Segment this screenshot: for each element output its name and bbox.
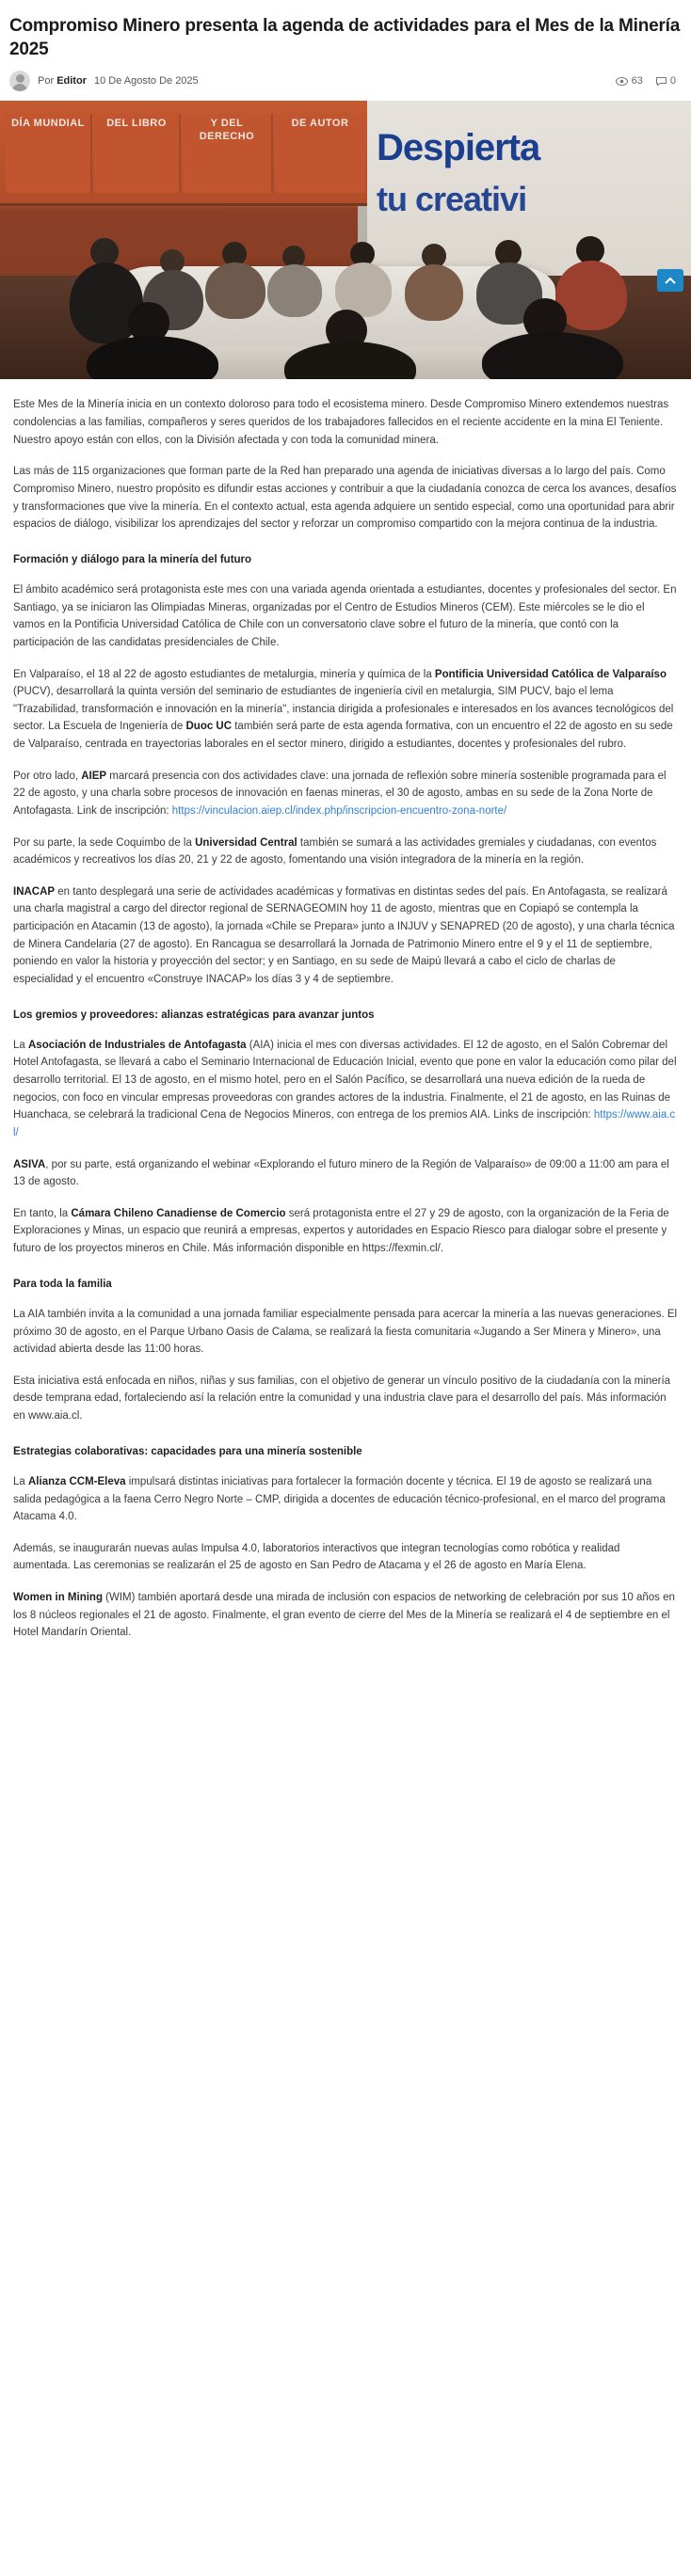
scroll-to-top-button[interactable] (657, 269, 683, 292)
hero-person-body (267, 264, 322, 317)
text-fragment: Por otro lado, (13, 770, 82, 782)
emphasis-camara: Cámara Chileno Canadiense de Comercio (71, 1207, 286, 1219)
chevron-up-icon (665, 277, 676, 285)
text-fragment: marcará presencia con dos actividades clave: una jornada de reflexión sobre minería sostenible programada para el 22 de agosto, y una charla sobre procesos de innovación en faenas mineras, el 30 de agosto, ambas en su sede de la Zona Norte de Antofagasta. Link de inscripción: (13, 770, 667, 817)
comment-icon (656, 76, 667, 86)
emphasis-wim: Women in Mining (13, 1592, 103, 1603)
text-fragment: en tanto desplegará una serie de actividades académicas y formativas en distintas sedes del país. En Antofagasta, se realizará una charla magistral a cargo del director regional de SERNAGEOMIN hoy 11 de agosto, mientras que en Copiapó se contempla la participación en Atacamin (13 de agosto), la jornada «Chile se Prepara» junto a INJUV y SENAPRED (20 de agosto), y una charla técnica de Minera Candelaria (27 de agosto). En Rancagua se desarrollará la Jornada de Patrimonio Minero entre el 9 y el 11 de septiembre, poniendo en valor la historia y proyección del sector; y en Santiago, en su sede de Maipú llevará a cabo el ciclo de charlas de especialidad y el encuentro «Construye INACAP» los días 3 y 4 de septiembre. (13, 885, 675, 985)
meta-stats (616, 75, 682, 87)
emphasis-aiep: AIEP (81, 770, 107, 782)
emphasis-duoc: Duoc UC (185, 721, 233, 733)
section-heading: Formación y diálogo para la minería del futuro (13, 553, 252, 565)
section-heading: Estrategias colaborativas: capacidades para una minería sostenible (13, 1445, 362, 1457)
publish-date: 10 De Agosto De 2025 (93, 75, 199, 87)
eye-icon (616, 77, 628, 86)
page-title: Compromiso Minero presenta la agenda de actividades para el Mes de la Minería 2025 (9, 16, 681, 59)
text-fragment: En tanto, la (13, 1207, 72, 1219)
paragraph: Este Mes de la Minería inicia en un contexto doloroso para todo el ecosistema minero. Desde Compromiso Minero extendemos nuestras condolencias a las familias, compañeros y seres queridos de los trabajadores fallecidos en el reciente accidente en la mina El Teniente. Nuestro apoyo están con ellos, con la División afectada y con toda la comunidad minera. (13, 399, 669, 446)
text-fragment: (AIA) inicia el mes con diversas actividades. El 12 de agosto, en el Salón Cobremar del Hotel Antofagasta, se llevará a cabo el Seminario Internacional de Educación Inicial, evento que pone en valor la educación como pilar del desarrollo territorial. El 13 de agosto, en el mismo hotel, pero en el Salón Pacífico, se desarrollará una nueva edición de la rueda de negocios, con foco en vincular empresas proveedoras con grandes actores de la industria. Finalmente, el 21 de agosto, en las Ruinas de Huanchaca, se celebrará la tradicional Cena de Negocios Mineros, con entrega de los premios AIA. Links de inscripción: (13, 1039, 677, 1121)
paragraph (13, 666, 678, 754)
paragraph: Además, se inaugurarán nuevas aulas Impulsa 4.0, laboratorios interactivos que integran tecnologías como robótica y realidad aumentada. Las ceremonias se realizarán el 25 de agosto en San Pedro de Atacama y el 26 de agosto en María Elena. (13, 1542, 620, 1572)
text-fragment: La (13, 1039, 28, 1051)
text-fragment: La (13, 1475, 28, 1487)
paragraph: El ámbito académico será protagonista este mes con una variada agenda orientada a estudiantes, docentes y profesionales del sector. En Santiago, ya se iniciaron las Olimpiadas Mineras, organizadas por el Centro de Estudios Mineros (CEM). Este miércoles se le dio el vamos en la Pontificia Universidad Católica de Chile con un conversatorio clave sobre el futuro de la minería, que contó con la participación de las candidatas presidenciales de Chile. (13, 584, 677, 648)
paragraph (13, 1473, 678, 1526)
hero-banner-panel-4: DE AUTOR (275, 114, 365, 193)
text-fragment: también se sumará a las actividades gremiales y ciudadanas, con eventos académicos y recreativos los días 20, 21 y 22 de agosto, fomentando una visión integradora de la minería en la región. (13, 836, 657, 867)
emphasis-pucv: Pontificia Universidad Católica de Valparaíso (434, 668, 667, 680)
paragraph (13, 1205, 678, 1258)
byline-prefix: Por (38, 75, 55, 87)
hero-person-body (405, 264, 463, 321)
emphasis-asiva: ASIVA (13, 1158, 46, 1170)
text-fragment: Por su parte, la sede Coquimbo de la (13, 836, 196, 849)
comment-count (656, 75, 676, 87)
link-aia[interactable]: https://www.aia.cl/ (13, 1109, 676, 1138)
text-fragment: (WIM) también aportará desde una mirada de inclusión con espacios de networking de celebración por sus 10 años en los 8 núcleos regionales el 21 de agosto. Finalmente, el gran evento de cierre del Mes de la Minería se realizará el 4 de septiembre en el Hotel Mandarín Oriental. (13, 1592, 675, 1639)
hero-banner-panel-3: Y DEL DERECHO (183, 114, 273, 193)
paragraph: La AIA también invita a la comunidad a una jornada familiar especialmente pensada para acercar la minería a las nuevas generaciones. El próximo 30 de agosto, en el Parque Urbano Oasis de Calama, se realizará la fiesta comunitaria «Jugando a Ser Minera y Minero», una actividad abierta desde las 11:00 horas. (13, 1308, 678, 1356)
paragraph (13, 1037, 678, 1142)
comment-count-value: 0 (669, 75, 676, 87)
emphasis-aia: Asociación de Industriales de Antofagasta (28, 1039, 247, 1051)
hero-person-body (205, 262, 265, 319)
author-name[interactable]: Editor (56, 75, 87, 87)
emphasis-ucentral: Universidad Central (195, 836, 297, 849)
hero-wall-text-2: tu creativi (377, 180, 527, 219)
avatar (9, 71, 30, 91)
view-count-value: 63 (631, 75, 643, 87)
article-header (0, 0, 691, 101)
article-meta (9, 71, 682, 101)
link-aiep-inscripcion[interactable]: https://vinculacion.aiep.cl/index.php/inscripcion-encuentro-zona-norte/ (171, 804, 507, 817)
byline (38, 75, 87, 87)
paragraph (13, 883, 678, 989)
text-fragment: impulsará distintas iniciativas para fortalecer la formación docente y técnica. El 19 de agosto se realizará una salida pedagógica a la faena Cerro Negro Norte – CMP, dirigida a docentes de educación técnico-profesional, en el marco del programa Atacama 4.0. (13, 1475, 666, 1523)
hero-image (0, 101, 691, 379)
paragraph: Las más de 115 organizaciones que forman parte de la Red han preparado una agenda de iniciativas diversas a lo largo del país. Como Compromiso Minero, nuestro propósito es difundir estas acciones y contribuir a que la ciudadanía conozca de cerca los avances, desafíos y transformaciones que vive la minería. En el contexto actual, esta agenda adquiere un sentido especial, como una oportunidad para abrir espacios de diálogo, visibilizar los aprendizajes del sector y reforzar un compromiso compartido con la mejora continua de la industria. (13, 466, 677, 531)
emphasis-inacap: INACAP (13, 885, 56, 898)
text-fragment: también será parte de esta agenda formativa, con un encuentro el 22 de agosto en su sede de Valparaíso, centrada en trayectorias laborales en el sector minero, dirigido a estudiantes, docentes y profesionales del rubro. (13, 721, 673, 750)
paragraph: Esta iniciativa está enfocada en niños, niñas y sus familias, con el objetivo de generar un vínculo positivo de la ciudadanía con la minería desde temprana edad, fortaleciendo así la relación entre la comunidad y una industria clave para el desarrollo del país. Más información en www.aia.cl. (13, 1375, 671, 1422)
text-fragment: será protagonista entre el 27 y 29 de agosto, con la organización de la Feria de Exploraciones y Minas, un espacio que reunirá a empresas, expertos y autoridades en Espacio Riesco para dialogar sobre el presente y futuro de los proyectos mineros en Chile. Más información disponible en https://fexmin.cl/. (13, 1207, 669, 1254)
view-count (616, 75, 643, 87)
text-fragment: , por su parte, está organizando el webinar «Explorando el futuro minero de la Región de Valparaíso» de 09:00 a 11:00 am para el 13 de agosto. (13, 1158, 669, 1188)
hero-wall-text-1: Despierta (377, 127, 540, 169)
paragraph (13, 768, 678, 820)
text-fragment: En Valparaíso, el 18 al 22 de agosto estudiantes de metalurgia, minería y química de la (13, 668, 435, 680)
article-body (0, 379, 691, 1678)
section-heading: Los gremios y proveedores: alianzas estratégicas para avanzar juntos (13, 1009, 375, 1021)
emphasis-ccm-eleva: Alianza CCM-Eleva (28, 1475, 126, 1487)
section-heading: Para toda la familia (13, 1278, 112, 1290)
paragraph (13, 1156, 678, 1191)
paragraph (13, 1589, 678, 1642)
hero-banner-panel-2: DEL LIBRO (94, 114, 181, 193)
hero-banner-panel-1: DÍA MUNDIAL (6, 114, 92, 193)
text-fragment: (PUCV), desarrollará la quinta versión del seminario de estudiantes de ingeniería civil en metalurgia, SIM PUCV, bajo el lema "Trazabilidad, transformación e innovación en la minería", instancia dirigida a profesionales e interesados en los avances tecnológicos del sector. La Escuela de Ingeniería de (13, 686, 674, 733)
paragraph (13, 835, 678, 869)
